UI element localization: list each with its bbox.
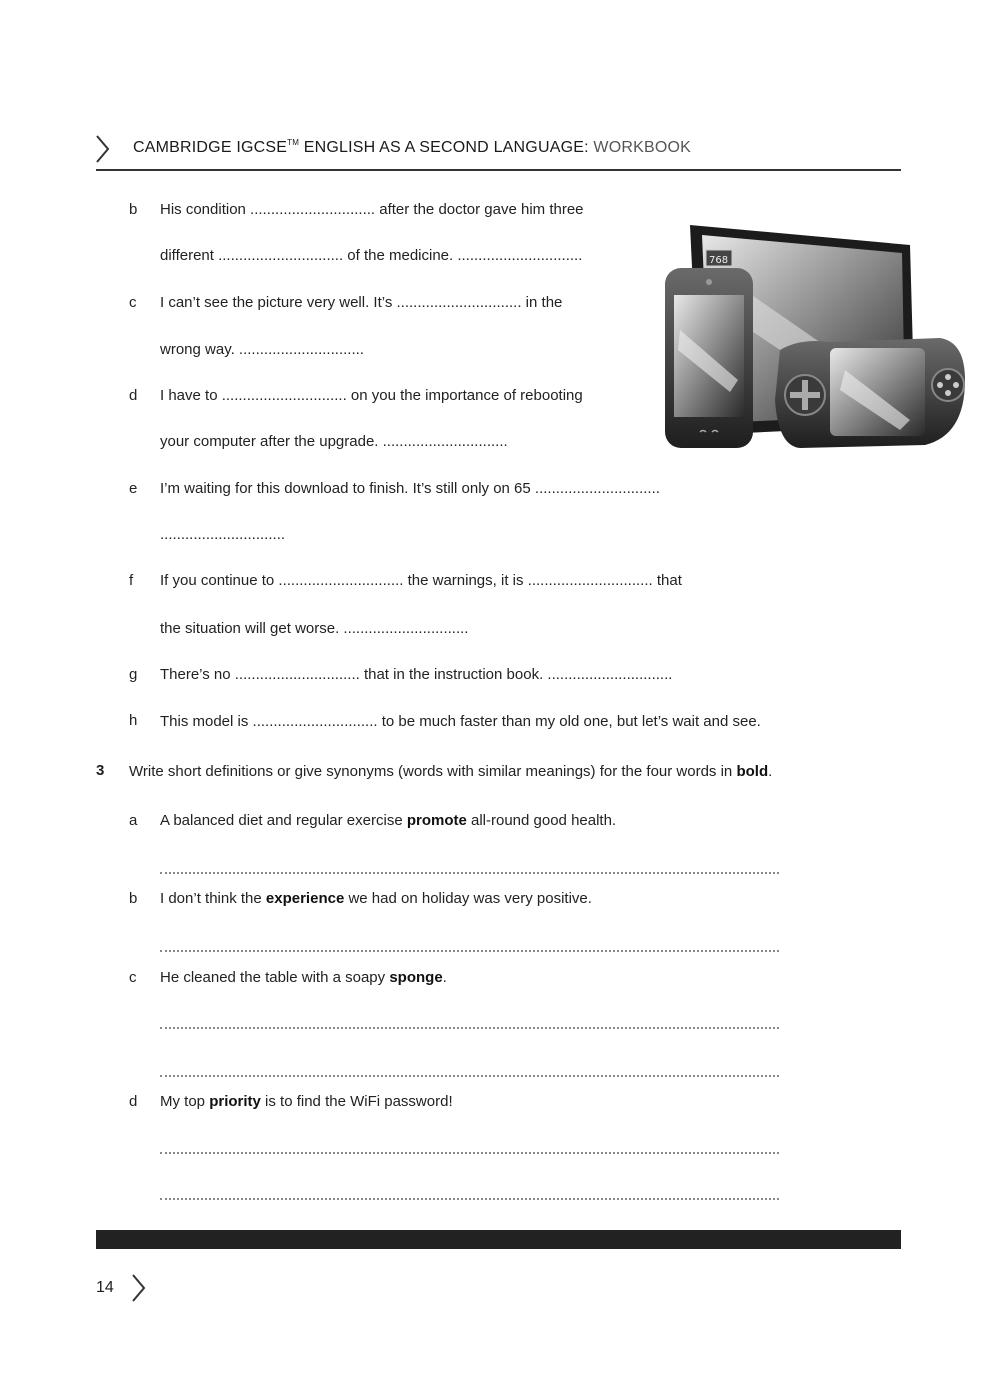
- screen-score: 768: [709, 255, 729, 266]
- sentence-post: is to find the WiFi password!: [260, 1093, 453, 1110]
- bold-word: sponge: [389, 969, 443, 986]
- item-g-line1: There’s no .............................. that in the instruction book. ..............................: [160, 666, 673, 683]
- ex3-letter-d: d: [129, 1093, 138, 1110]
- instruction-end: .: [768, 763, 773, 780]
- instruction-bold: bold: [736, 763, 769, 780]
- sentence-pre: A balanced diet and regular exercise: [160, 812, 407, 829]
- title-main: CAMBRIDGE IGCSE: [133, 139, 288, 156]
- sentence-pre: He cleaned the table with a soapy: [160, 969, 390, 986]
- item-e-line1: I’m waiting for this download to finish. It’s still only on 65 ..............................: [160, 480, 660, 497]
- item-e-line2: ..............................: [160, 526, 286, 543]
- exercise-number: 3: [96, 762, 105, 779]
- answer-line-c2[interactable]: [160, 1075, 779, 1077]
- bold-word: priority: [209, 1093, 261, 1110]
- sentence-pre: My top: [160, 1093, 210, 1110]
- item-b-line2: different .............................. of the medicine. ..............................: [160, 247, 583, 264]
- answer-line-c1[interactable]: [160, 1027, 779, 1029]
- item-letter-e: e: [129, 480, 138, 497]
- header-rule: [96, 169, 901, 171]
- answer-line-d2[interactable]: [160, 1198, 779, 1200]
- item-d-line2: your computer after the upgrade. ..............................: [160, 433, 508, 450]
- page-number: 14: [96, 1279, 114, 1296]
- item-letter-f: f: [129, 572, 134, 589]
- item-letter-h: h: [129, 712, 138, 729]
- header-chevron-icon: [92, 134, 112, 164]
- item-f-line1: If you continue to .............................. the warnings, it is .............................. that: [160, 572, 682, 589]
- ex3-letter-c: c: [129, 969, 137, 986]
- ex3-sentence-a: [160, 812, 616, 829]
- item-b-line1: His condition .............................. after the doctor gave him three: [160, 201, 584, 218]
- ex3-sentence-b: [160, 890, 592, 907]
- item-c-line1: I can’t see the picture very well. It’s .............................. in the: [160, 294, 563, 311]
- ex3-letter-a: a: [129, 812, 138, 829]
- sentence-post: we had on holiday was very positive.: [344, 890, 592, 907]
- title-rest: ENGLISH AS A SECOND LANGUAGE:: [299, 139, 594, 156]
- answer-line-a1[interactable]: [160, 872, 779, 874]
- item-f-line2: the situation will get worse. ..............................: [160, 620, 469, 637]
- answer-line-d1[interactable]: [160, 1152, 779, 1154]
- footer-bar: [96, 1230, 901, 1249]
- footer-chevron-icon: [129, 1273, 147, 1303]
- title-highlight: WORKBOOK: [593, 139, 691, 156]
- bold-word: promote: [406, 812, 467, 829]
- instruction-start: Write short definitions or give synonyms (words with similar meanings) for the four words in: [129, 763, 737, 780]
- item-letter-d: d: [129, 387, 138, 404]
- book-title: [133, 139, 691, 157]
- item-d-line1: I have to .............................. on you the importance of rebooting: [160, 387, 583, 404]
- item-letter-g: g: [129, 666, 138, 683]
- ex3-sentence-d: [160, 1093, 453, 1110]
- sentence-post: .: [442, 969, 447, 986]
- answer-line-b1[interactable]: [160, 950, 779, 952]
- item-letter-b: b: [129, 201, 138, 218]
- sentence-pre: I don’t think the: [160, 890, 266, 907]
- exercise-instruction: [129, 762, 779, 781]
- gaming-devices-image: [660, 220, 970, 475]
- item-c-line2: wrong way. ..............................: [160, 341, 364, 358]
- ex3-sentence-c: [160, 969, 447, 986]
- sentence-post: all-round good health.: [466, 812, 617, 829]
- item-letter-c: c: [129, 294, 137, 311]
- bold-word: experience: [265, 890, 345, 907]
- ex3-letter-b: b: [129, 890, 138, 907]
- item-h-text: This model is .............................. to be much faster than my old one, but let’s wait and see.: [160, 713, 761, 730]
- trademark: TM: [287, 138, 300, 147]
